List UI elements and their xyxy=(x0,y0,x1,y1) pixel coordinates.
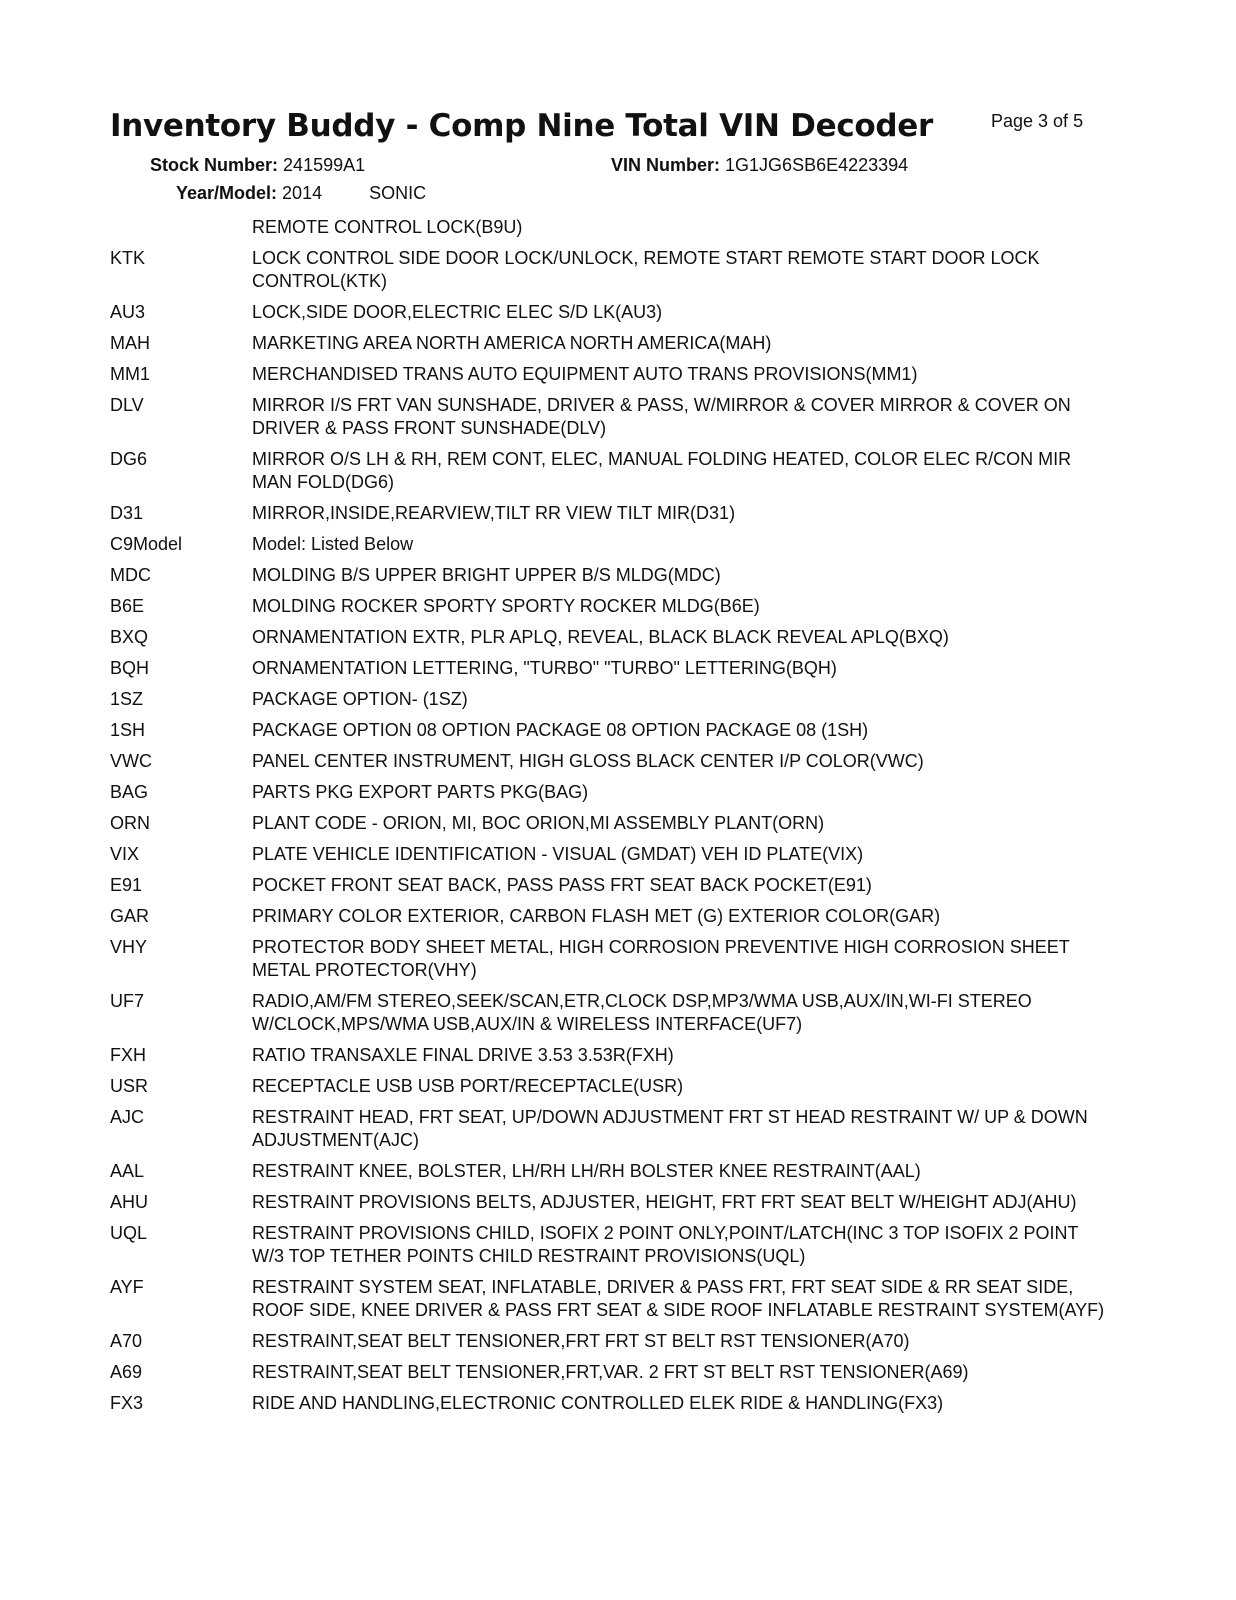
option-description: PROTECTOR BODY SHEET METAL, HIGH CORROSION PREVENTIVE HIGH CORROSION SHEET METAL PROTECTOR(VHY) xyxy=(252,937,1070,980)
option-entry xyxy=(110,247,1110,293)
option-description: PACKAGE OPTION 08 OPTION PACKAGE 08 OPTION PACKAGE 08 (1SH) xyxy=(252,720,869,740)
option-entry xyxy=(110,843,1110,866)
option-entry xyxy=(110,1160,1110,1183)
stock-number-row xyxy=(150,155,365,176)
option-code: MAH xyxy=(110,333,150,353)
option-code: MM1 xyxy=(110,364,150,384)
option-code: VWC xyxy=(110,751,152,771)
option-entry xyxy=(110,502,1110,525)
vin-number-label: VIN Number: xyxy=(611,155,721,175)
option-entry xyxy=(110,812,1110,835)
option-entry xyxy=(110,394,1110,440)
option-description: RESTRAINT,SEAT BELT TENSIONER,FRT,VAR. 2 FRT ST BELT RST TENSIONER(A69) xyxy=(252,1362,969,1382)
option-entry xyxy=(110,533,1110,556)
option-code: UF7 xyxy=(110,991,145,1011)
year-value: 2014 xyxy=(282,183,323,203)
option-description: RATIO TRANSAXLE FINAL DRIVE 3.53 3.53R(FXH) xyxy=(252,1045,674,1065)
option-code: KTK xyxy=(110,248,146,268)
option-code: BQH xyxy=(110,658,150,678)
option-entry xyxy=(110,1276,1110,1322)
option-description: RESTRAINT KNEE, BOLSTER, LH/RH LH/RH BOLSTER KNEE RESTRAINT(AAL) xyxy=(252,1161,921,1181)
option-code: GAR xyxy=(110,906,150,926)
option-description: MOLDING ROCKER SPORTY SPORTY ROCKER MLDG(B6E) xyxy=(252,596,760,616)
option-entry xyxy=(110,936,1110,982)
option-entry xyxy=(110,750,1110,773)
option-entry xyxy=(110,905,1110,928)
vin-number-row xyxy=(611,155,908,176)
option-entry xyxy=(110,1075,1110,1098)
option-description: MARKETING AREA NORTH AMERICA NORTH AMERICA(MAH) xyxy=(252,333,772,353)
option-description: MIRROR I/S FRT VAN SUNSHADE, DRIVER & PASS, W/MIRROR & COVER MIRROR & COVER ON DRIVER & PASS FRONT SUNSHADE(DLV) xyxy=(252,395,1071,438)
option-code: 1SZ xyxy=(110,689,144,709)
option-description: ORNAMENTATION LETTERING, "TURBO" "TURBO" LETTERING(BQH) xyxy=(252,658,837,678)
option-entry xyxy=(110,719,1110,742)
option-description: REMOTE CONTROL LOCK(B9U) xyxy=(252,217,523,237)
option-code: DLV xyxy=(110,395,144,415)
model-value: SONIC xyxy=(369,183,427,203)
option-entry xyxy=(110,363,1110,386)
option-description: PRIMARY COLOR EXTERIOR, CARBON FLASH MET (G) EXTERIOR COLOR(GAR) xyxy=(252,906,941,926)
option-code: BAG xyxy=(110,782,149,802)
option-code xyxy=(110,216,252,239)
option-entry xyxy=(110,1044,1110,1067)
option-code: FX3 xyxy=(110,1393,144,1413)
option-code: VIX xyxy=(110,844,140,864)
year-model-label: Year/Model: xyxy=(176,183,278,203)
option-code: DG6 xyxy=(110,449,148,469)
option-entry xyxy=(110,874,1110,897)
option-code: A69 xyxy=(110,1362,143,1382)
option-description: Model: Listed Below xyxy=(252,534,414,554)
option-entry xyxy=(110,1106,1110,1152)
option-description: RESTRAINT,SEAT BELT TENSIONER,FRT FRT ST BELT RST TENSIONER(A70) xyxy=(252,1331,910,1351)
option-description: ORNAMENTATION EXTR, PLR APLQ, REVEAL, BLACK BLACK REVEAL APLQ(BXQ) xyxy=(252,627,949,647)
option-entry xyxy=(110,595,1110,618)
year-model-row xyxy=(176,183,426,204)
option-code: C9Model xyxy=(110,534,183,554)
option-code: D31 xyxy=(110,503,144,523)
option-entry xyxy=(110,216,1110,239)
option-description: PLATE VEHICLE IDENTIFICATION - VISUAL (GMDAT) VEH ID PLATE(VIX) xyxy=(252,844,864,864)
vin-number-value: 1G1JG6SB6E4223394 xyxy=(725,155,909,175)
option-code: VHY xyxy=(110,937,148,957)
option-description: RESTRAINT HEAD, FRT SEAT, UP/DOWN ADJUSTMENT FRT ST HEAD RESTRAINT W/ UP & DOWN ADJUSTMENT(AJC) xyxy=(252,1107,1088,1150)
option-entry xyxy=(110,564,1110,587)
option-entry xyxy=(110,1191,1110,1214)
option-code: A70 xyxy=(110,1331,143,1351)
option-entry xyxy=(110,990,1110,1036)
option-code: BXQ xyxy=(110,627,149,647)
option-entry xyxy=(110,1222,1110,1268)
option-description: RECEPTACLE USB USB PORT/RECEPTACLE(USR) xyxy=(252,1076,684,1096)
option-code: AAL xyxy=(110,1161,145,1181)
option-code: FXH xyxy=(110,1045,146,1065)
option-entry xyxy=(110,1392,1110,1415)
option-description: MIRROR O/S LH & RH, REM CONT, ELEC, MANUAL FOLDING HEATED, COLOR ELEC R/CON MIR MAN FOLD(DG6) xyxy=(252,449,1072,492)
option-entry xyxy=(110,448,1110,494)
option-description: LOCK,SIDE DOOR,ELECTRIC ELEC S/D LK(AU3) xyxy=(252,302,663,322)
option-entry xyxy=(110,688,1110,711)
option-code: UQL xyxy=(110,1223,148,1243)
option-code: B6E xyxy=(110,596,145,616)
option-code: MDC xyxy=(110,565,151,585)
stock-number-label: Stock Number: xyxy=(150,155,279,175)
option-description: MERCHANDISED TRANS AUTO EQUIPMENT AUTO TRANS PROVISIONS(MM1) xyxy=(252,364,918,384)
option-entry xyxy=(110,781,1110,804)
page-number: Page 3 of 5 xyxy=(991,111,1084,131)
option-entry xyxy=(110,1361,1110,1384)
option-code: AJC xyxy=(110,1107,145,1127)
option-code-list xyxy=(110,216,1110,1423)
option-code: AU3 xyxy=(110,302,146,322)
option-code: USR xyxy=(110,1076,149,1096)
option-entry xyxy=(110,1330,1110,1353)
option-description: PLANT CODE - ORION, MI, BOC ORION,MI ASSEMBLY PLANT(ORN) xyxy=(252,813,825,833)
option-code: AYF xyxy=(110,1277,144,1297)
option-description: RADIO,AM/FM STEREO,SEEK/SCAN,ETR,CLOCK DSP,MP3/WMA USB,AUX/IN,WI-FI STEREO W/CLOCK,MPS/WMA USB,AUX/IN & WIRELESS INTERFACE(UF7) xyxy=(252,991,1032,1034)
option-code: AHU xyxy=(110,1192,149,1212)
option-code: ORN xyxy=(110,813,150,833)
option-description: RESTRAINT PROVISIONS CHILD, ISOFIX 2 POINT ONLY,POINT/LATCH(INC 3 TOP ISOFIX 2 POINT W/3 TOP TETHER POINTS CHILD RESTRAINT PROVISIONS(UQL) xyxy=(252,1223,1079,1266)
option-code: E91 xyxy=(110,875,143,895)
option-description: MIRROR,INSIDE,REARVIEW,TILT RR VIEW TILT MIR(D31) xyxy=(252,503,736,523)
option-code: 1SH xyxy=(110,720,146,740)
option-description: RESTRAINT SYSTEM SEAT, INFLATABLE, DRIVER & PASS FRT, FRT SEAT SIDE & RR SEAT SIDE, ROOF SIDE, KNEE DRIVER & PASS FRT SEAT & SIDE ROOF INFLATABLE RESTRAINT SYSTEM(AYF) xyxy=(252,1277,1105,1320)
option-entry xyxy=(110,626,1110,649)
option-description: POCKET FRONT SEAT BACK, PASS PASS FRT SEAT BACK POCKET(E91) xyxy=(252,875,872,895)
option-description: RIDE AND HANDLING,ELECTRONIC CONTROLLED ELEK RIDE & HANDLING(FX3) xyxy=(252,1393,944,1413)
option-description: MOLDING B/S UPPER BRIGHT UPPER B/S MLDG(MDC) xyxy=(252,565,721,585)
option-description: LOCK CONTROL SIDE DOOR LOCK/UNLOCK, REMOTE START REMOTE START DOOR LOCK CONTROL(KTK) xyxy=(252,248,1040,291)
option-entry xyxy=(110,301,1110,324)
option-description: RESTRAINT PROVISIONS BELTS, ADJUSTER, HEIGHT, FRT FRT SEAT BELT W/HEIGHT ADJ(AHU) xyxy=(252,1192,1077,1212)
option-description: PACKAGE OPTION- (1SZ) xyxy=(252,689,468,709)
option-entry xyxy=(110,657,1110,680)
stock-number-value: 241599A1 xyxy=(283,155,366,175)
option-description: PANEL CENTER INSTRUMENT, HIGH GLOSS BLACK CENTER I/P COLOR(VWC) xyxy=(252,751,924,771)
report-title: Inventory Buddy - Comp Nine Total VIN Decoder xyxy=(110,108,934,144)
option-entry xyxy=(110,332,1110,355)
option-description: PARTS PKG EXPORT PARTS PKG(BAG) xyxy=(252,782,589,802)
